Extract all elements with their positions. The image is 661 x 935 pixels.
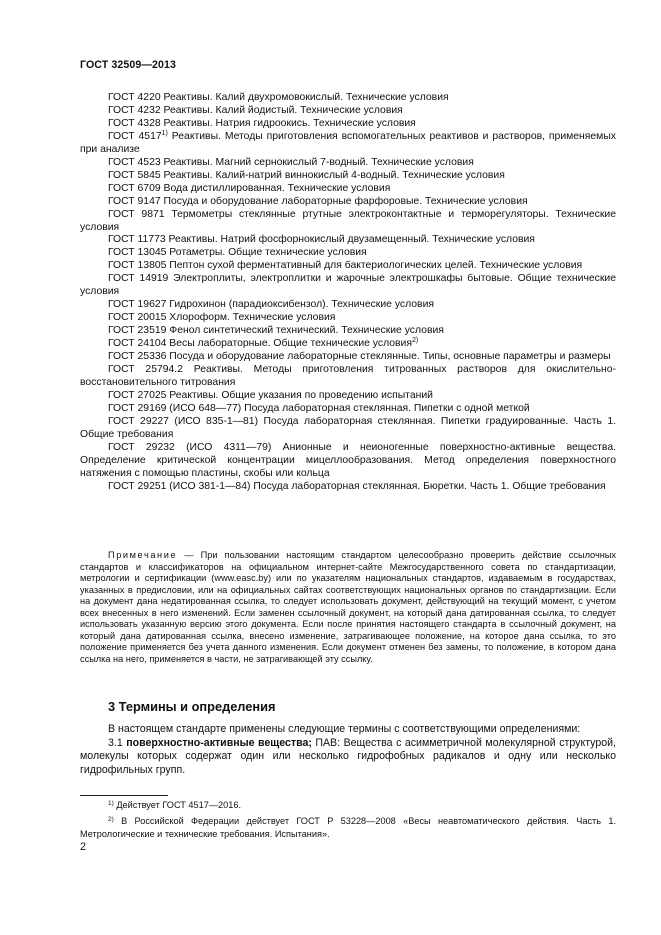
reference-text: ГОСТ 23519 Фенол синтетический технический. Технические условия (108, 325, 444, 337)
reference-item (80, 364, 616, 390)
reference-text-tail: Реактивы. Методы приготовления вспомогательных реактивов и растворов, применяемых при анализе (80, 130, 616, 155)
reference-item (80, 157, 616, 170)
footnote-mark: 2) (108, 816, 114, 824)
term-number: 3.1 (108, 736, 127, 749)
reference-item (80, 105, 616, 118)
reference-item (80, 234, 616, 247)
reference-text: ГОСТ 4328 Реактивы. Натрия гидроокись. Технические условия (108, 117, 416, 129)
reference-text: ГОСТ 4232 Реактивы. Калий йодистый. Технические условия (108, 104, 403, 116)
reference-text: ГОСТ 4220 Реактивы. Калий двухромовокислый. Технические условия (108, 92, 449, 103)
reference-item (80, 481, 616, 494)
reference-item (80, 403, 616, 416)
reference-item (80, 209, 616, 235)
reference-item (80, 196, 616, 209)
reference-item (80, 312, 616, 325)
reference-text: ГОСТ 5845 Реактивы. Калий-натрий виннокислый 4-водный. Технические условия (108, 169, 505, 181)
note-label: Примечание (108, 550, 178, 560)
reference-item (80, 325, 616, 338)
footnote-ref-mark: 2) (412, 337, 419, 345)
footnote-ref-mark: 1) (161, 129, 168, 137)
reference-text: ГОСТ 13045 Ротаметры. Общие технические условия (108, 247, 367, 259)
section-intro: В настоящем стандарте применены следующие термины с соответствующими определениями: (108, 723, 581, 735)
reference-item (80, 131, 616, 157)
reference-text: ГОСТ 9147 Посуда и оборудование лабораторные фарфоровые. Технические условия (108, 195, 528, 207)
reference-text: ГОСТ 29227 (ИСО 835-1—81) Посуда лабораторная стеклянная. Пипетки градуированные. Часть 1. Общие требования (80, 415, 616, 440)
reference-text: ГОСТ 24104 Весы лабораторные. Общие технические условия (108, 338, 412, 350)
reference-text: ГОСТ 4523 Реактивы. Магний сернокислый 7-водный. Технические условия (108, 156, 474, 168)
footnotes (80, 799, 616, 844)
section-title: 3 Термины и определения (108, 699, 276, 714)
reference-item (80, 92, 616, 105)
reference-item (80, 390, 616, 403)
note-text: — При пользовании настоящим стандартом целесообразно проверить действие ссылочных стандартов и классификаторов на официальном интернет-сайте Межгосударственного совета по стандартизации, метрологии и сертификации (www.easc.by) или по указателям национальных стандартов, издаваемым в государствах, указанных в предисловии, или на официальных сайтах соответствующих национальных органов по стандартизации. Если на документ дана недатированная ссылка, то следует использовать документ, действующий на текущий момент, с учетом всех внесенных в него изменений. Если заменен ссылочный документ, на который дана датированная ссылка, то следует использовать указанную версию этого документа. Если после принятия настоящего стандарта в ссылочный документ, на который дана датированная ссылка, внесено изменение, затрагивающее положение, на которое дана ссылка, то это положение применяется без учета данного изменения. Если документ отменен без замены, то положение, в котором дана ссылка на него, применяется в части, не затрагивающей эту ссылку. (80, 550, 616, 664)
footnote-mark: 1) (108, 800, 114, 807)
term-definition-text: ПАВ: Вещества с асимметричной молекулярной структурой, молекулы которых содержат один или несколько гидрофобных радикалов и одну или несколько гидрофильных групп. (80, 736, 616, 776)
reference-item (80, 351, 616, 364)
footnote (80, 799, 616, 811)
page-number: 2 (80, 841, 86, 853)
reference-text: ГОСТ 29232 (ИСО 4311—79) Анионные и неионогенные поверхностно-активные вещества. Определение критической концентрации мицеллообразования. Метод определения поверхностного натяжения с помощью пластины, скобы или кольца (80, 441, 616, 479)
reference-item (80, 273, 616, 299)
reference-text: ГОСТ 20015 Хлороформ. Технические условия (108, 312, 336, 324)
reference-text: ГОСТ 29251 (ИСО 381-1—84) Посуда лабораторная стеклянная. Бюретки. Часть 1. Общие требования (108, 480, 606, 492)
reference-text: ГОСТ 14919 Электроплиты, электроплитки и жарочные электрошкафы бытовые. Общие технические условия (80, 273, 616, 298)
section-body (80, 723, 616, 777)
reference-text: ГОСТ 29169 (ИСО 648—77) Посуда лабораторная стеклянная. Пипетки с одной меткой (108, 402, 530, 414)
normative-references-list (80, 92, 616, 494)
document-header: ГОСТ 32509—2013 (80, 59, 177, 71)
footnote (80, 815, 616, 840)
reference-item (80, 118, 616, 131)
reference-text: ГОСТ 19627 Гидрохинон (парадиоксибензол). Технические условия (108, 299, 435, 311)
footnote-text: Действует ГОСТ 4517—2016. (113, 800, 242, 810)
reference-item (80, 183, 616, 196)
reference-text: ГОСТ 6709 Вода дистиллированная. Технические условия (108, 182, 391, 194)
reference-text: ГОСТ 25336 Посуда и оборудование лабораторные стеклянные. Типы, основные параметры и размеры (108, 351, 611, 363)
reference-text: ГОСТ 11773 Реактивы. Натрий фосфорнокислый двузамещенный. Технические условия (108, 234, 535, 246)
reference-item (80, 416, 616, 442)
reference-text: ГОСТ 25794.2 Реактивы. Методы приготовления титрованных растворов для окислительно-восстановительного титрования (80, 364, 616, 388)
reference-text: ГОСТ 4517 (108, 130, 162, 142)
reference-item (80, 338, 616, 351)
reference-item (80, 247, 616, 260)
reference-item (80, 170, 616, 183)
reference-text: ГОСТ 27025 Реактивы. Общие указания по проведению испытаний (108, 389, 433, 401)
reference-text: ГОСТ 9871 Термометры стеклянные ртутные электроконтактные и терморегуляторы. Технические условия (80, 208, 616, 233)
note-paragraph (80, 550, 616, 665)
footnote-text: В Российской Федерации действует ГОСТ Р 53228—2008 «Весы неавтоматического действия. Часть 1. Метрологические и технические требования. Испытания». (80, 816, 616, 839)
reference-item (80, 442, 616, 481)
reference-item (80, 299, 616, 312)
term-definition (80, 737, 616, 778)
term-name: поверхностно-активные вещества; (126, 736, 312, 749)
reference-text: ГОСТ 13805 Пептон сухой ферментативный для бактериологических целей. Технические условия (108, 260, 583, 272)
reference-item (80, 260, 616, 273)
footnote-divider (80, 795, 168, 796)
